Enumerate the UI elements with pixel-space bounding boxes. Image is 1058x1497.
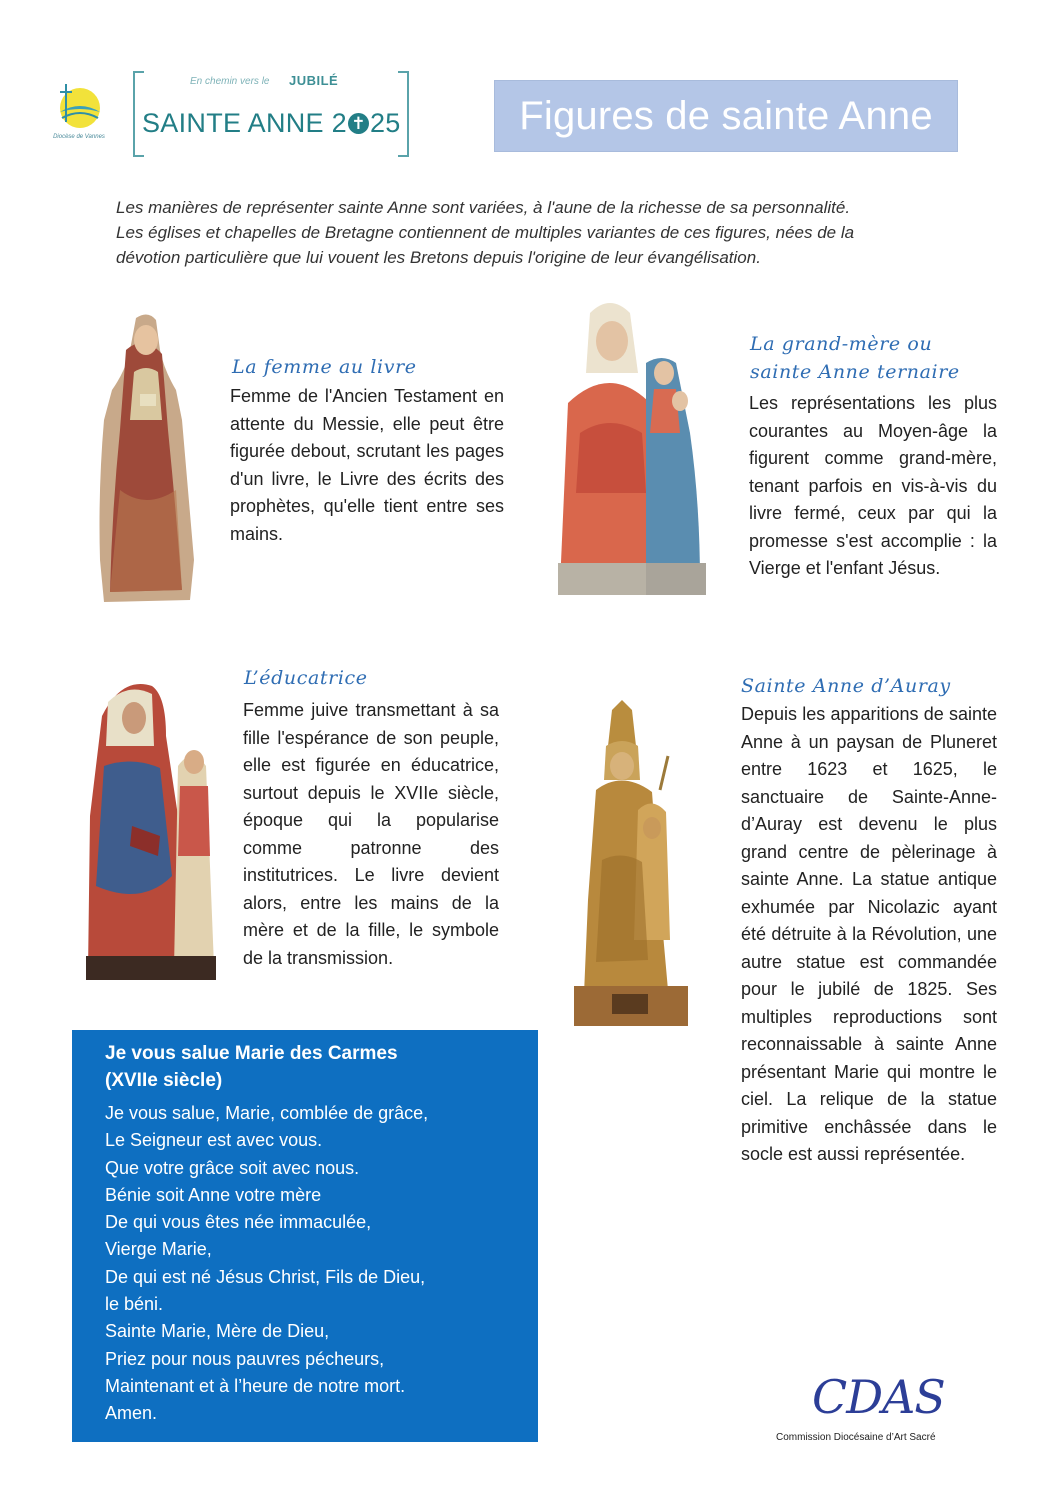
statue-educatrice-image [82, 676, 220, 986]
cdas-caption: Commission Diocésaine d’Art Sacré [776, 1432, 936, 1443]
jubile-pretext: En chemin vers le [190, 76, 270, 87]
prayer-line: Maintenant et à l’heure de notre mort. [105, 1375, 406, 1396]
section-body-educatrice: Femme juive transmettant à sa fille l'espérance de son peuple, elle est figurée en éducatrice, surtout depuis le XVIIe siècle, époque qui la popularise comme patronne des institutrices. Le livre devient alors, entre les mains de la mère et de la fille, le symbole de la transmission. [243, 700, 499, 968]
prayer-line: Vierge Marie, [105, 1239, 212, 1260]
prayer-line: Le Seigneur est avec vous. [105, 1130, 323, 1151]
section-title-auray: Sainte Anne d’Auray [741, 675, 951, 697]
prayer-line: Que votre grâce soit avec nous. [105, 1157, 360, 1178]
statue-ternaire-image [550, 293, 712, 603]
prayer-line: Sainte Marie, Mère de Dieu, [105, 1321, 330, 1342]
intro-line: Les églises et chapelles de Bretagne contiennent de multiples variantes de ces figures, nées de la [116, 223, 855, 242]
prayer-line: Bénie soit Anne votre mère [105, 1184, 322, 1205]
prayer-box [72, 1030, 538, 1442]
section-body-ternaire: Les représentations les plus courantes au Moyen-âge la figurent comme grand-mère, tenant parfois en vis-à-vis du livre fermé, ceux par qui la promesse s'est accomplie : la Vierge et l'enfant Jésus. [749, 393, 997, 578]
cdas-logo: CDAS [812, 1370, 945, 1424]
jubile-word: JUBILÉ [289, 73, 339, 88]
prayer-line: Amen. [105, 1403, 158, 1424]
jubile-title: SAINTE ANNE 2 ✝ 25 [142, 108, 401, 138]
section-title-ternaire [750, 330, 1000, 386]
cross-icon: ✝ [348, 113, 369, 134]
prayer-line: Je vous salue, Marie, comblée de grâce, [105, 1103, 429, 1123]
prayer-line: Priez pour nous pauvres pécheurs, [105, 1348, 385, 1369]
section-title-ternaire-line: La grand-mère ou [750, 333, 933, 355]
prayer-title: Je vous salue Marie des Carmes [105, 1043, 398, 1064]
section-title-livre: La femme au livre [232, 356, 417, 378]
section-title-educatrice: L’éducatrice [244, 667, 368, 689]
page-title: Figures de sainte Anne [519, 93, 933, 138]
page-title-box [494, 80, 958, 152]
statue-femme-au-livre-image [90, 310, 198, 610]
prayer-line: le béni. [105, 1294, 164, 1315]
section-body-auray: Depuis les apparitions de sainte Anne à un paysan de Pluneret entre 1623 et 1625, le sanctuaire de Sainte-Anne-d’Auray est devenu le plus grand centre de pèlerinage à sainte Anne. La statue antique exhumée par Nicolazic ayant été détruite à la Révolution, une autre statue est commandée pour le jubilé de 1825. Ses multiples reproductions sont reconnaissable à sainte Anne présentant Marie qui montre le ciel. La relique de la statue primitive enchâssée dans le socle est aussi représentée. [741, 704, 997, 1164]
intro-line: dévotion particulière que lui vouent les Bretons depuis l'origine de leur évangélisation. [116, 248, 761, 267]
prayer-title: (XVIIe siècle) [105, 1070, 223, 1091]
prayer-line: De qui est né Jésus Christ, Fils de Dieu, [105, 1266, 426, 1287]
section-body-livre: Femme de l'Ancien Testament en attente du Messie, elle peut être figurée debout, scrutant les pages d'un livre, le Livre des écrits des prophètes, qu'elle tient entre ses mains. [230, 386, 504, 544]
intro-line: Les manières de représenter sainte Anne sont variées, à l'aune de la richesse de sa personnalité. [116, 198, 851, 217]
section-title-ternaire-line: sainte Anne ternaire [750, 361, 960, 383]
intro-paragraph [116, 195, 956, 270]
prayer-line: De qui vous êtes née immaculée, [105, 1212, 372, 1233]
diocese-label: Diocèse de Vannes [53, 134, 105, 140]
statue-auray-image [572, 700, 690, 1026]
